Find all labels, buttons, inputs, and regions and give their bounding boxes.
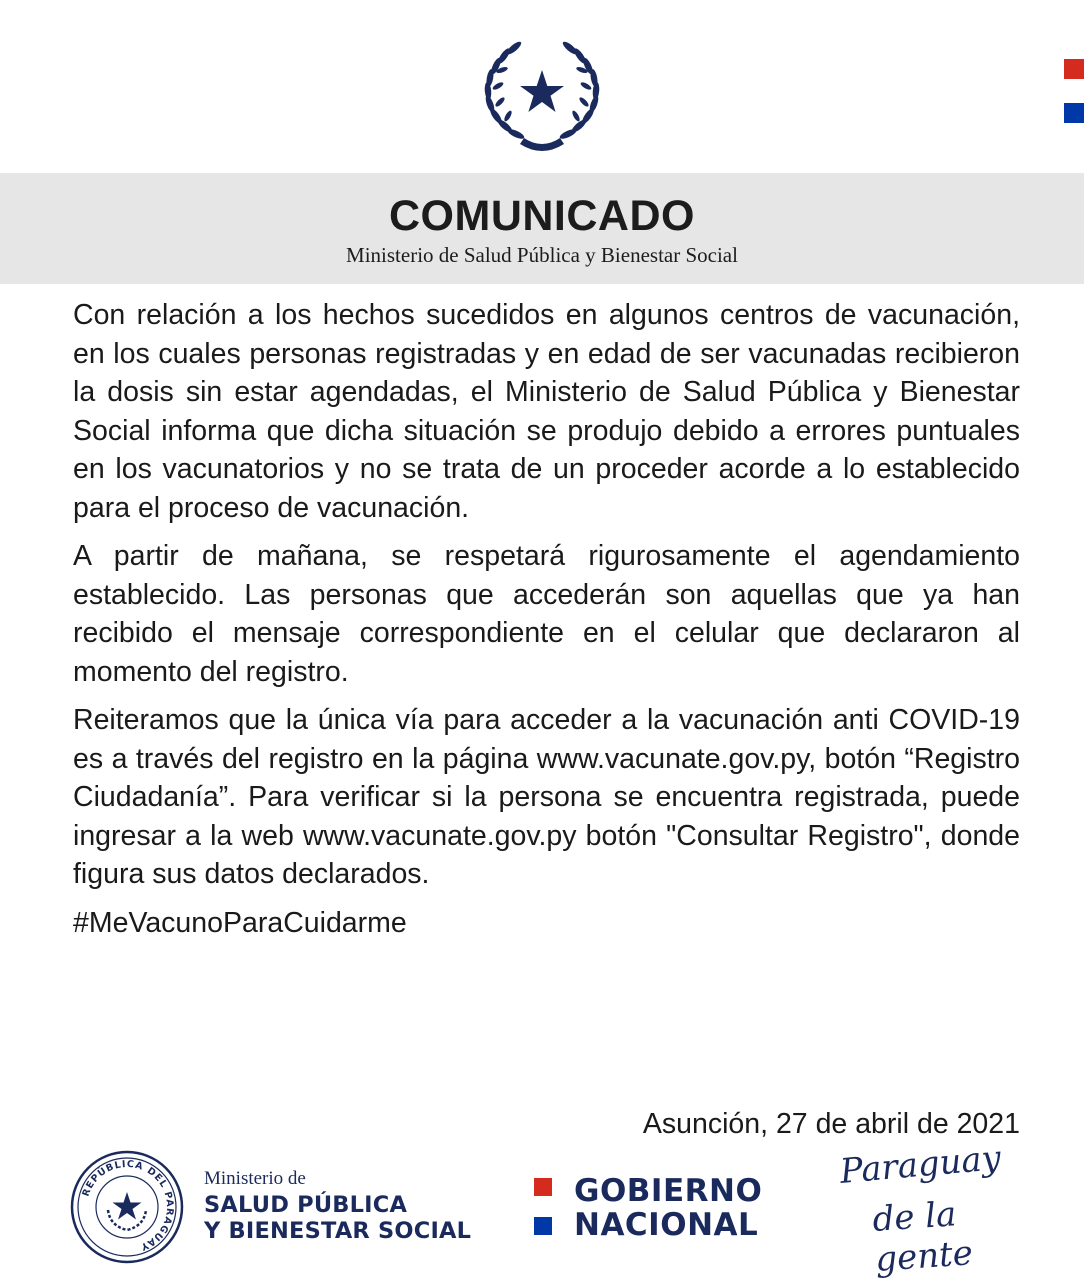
flag-red-square xyxy=(1064,59,1084,79)
page-title: COMUNICADO xyxy=(389,192,695,240)
hashtag: #MeVacunoParaCuidarme xyxy=(73,906,407,939)
ministry-logo xyxy=(204,1168,504,1248)
slogan-logo xyxy=(838,1138,1028,1280)
page-subtitle: Ministerio de Salud Pública y Bienestar Social xyxy=(346,243,738,267)
paragraph-1: Con relación a los hechos sucedidos en algunos centros de vacunación, en los cuales personas registradas y en edad de ser vacunadas recibieron la dosis sin estar agendadas, el Ministerio de Salud Pública y Bienestar Social informa que dicha situación se produjo debido a errores puntuales en los vacunatorios y no se trata de un proceder acorde a lo establecido para el proceso de vacunación. xyxy=(73,299,1020,524)
republic-seal-icon xyxy=(70,1150,184,1264)
national-seal-icon xyxy=(472,34,612,156)
slogan-line-2: de la gente xyxy=(871,1194,975,1280)
ministry-small-text: Ministerio de xyxy=(204,1168,306,1189)
flag-blue-square xyxy=(1064,103,1084,123)
seal-text: REPÚBLICA DEL PARAGUAY xyxy=(80,1158,176,1253)
slogan-line-1: Paraguay xyxy=(838,1138,1003,1192)
gobierno-red-square xyxy=(534,1178,552,1196)
statement-body xyxy=(73,296,1020,952)
date-line: Asunción, 27 de abril de 2021 xyxy=(642,1108,1020,1140)
gobierno-line-2: NACIONAL xyxy=(574,1207,759,1243)
ministry-line-1: SALUD PÚBLICA xyxy=(204,1192,408,1218)
paragraph-2: A partir de mañana, se respetará rigurosamente el agendamiento establecido. Las personas que accederán son aquellas que ya han recibido el mensaje correspondiente en el celular que declararon al momento del registro. xyxy=(73,540,1020,688)
gobierno-blue-square xyxy=(534,1217,552,1235)
paragraph-3: Reiteramos que la única vía para acceder a la vacunación anti COVID-19 es a través del registro en la página www.vacunate.gov.py, botón “Registro Ciudadanía”. Para verificar si la persona se encuentra registrada, puede ingresar a la web www.vacunate.gov.py botón "Consultar Registro", donde figura sus datos declarados. xyxy=(73,704,1020,890)
ministry-line-2: Y BIENESTAR SOCIAL xyxy=(204,1218,472,1244)
header-banner xyxy=(0,173,1084,284)
gobierno-line-1: GOBIERNO xyxy=(574,1173,763,1209)
gobierno-nacional-logo xyxy=(534,1173,784,1243)
